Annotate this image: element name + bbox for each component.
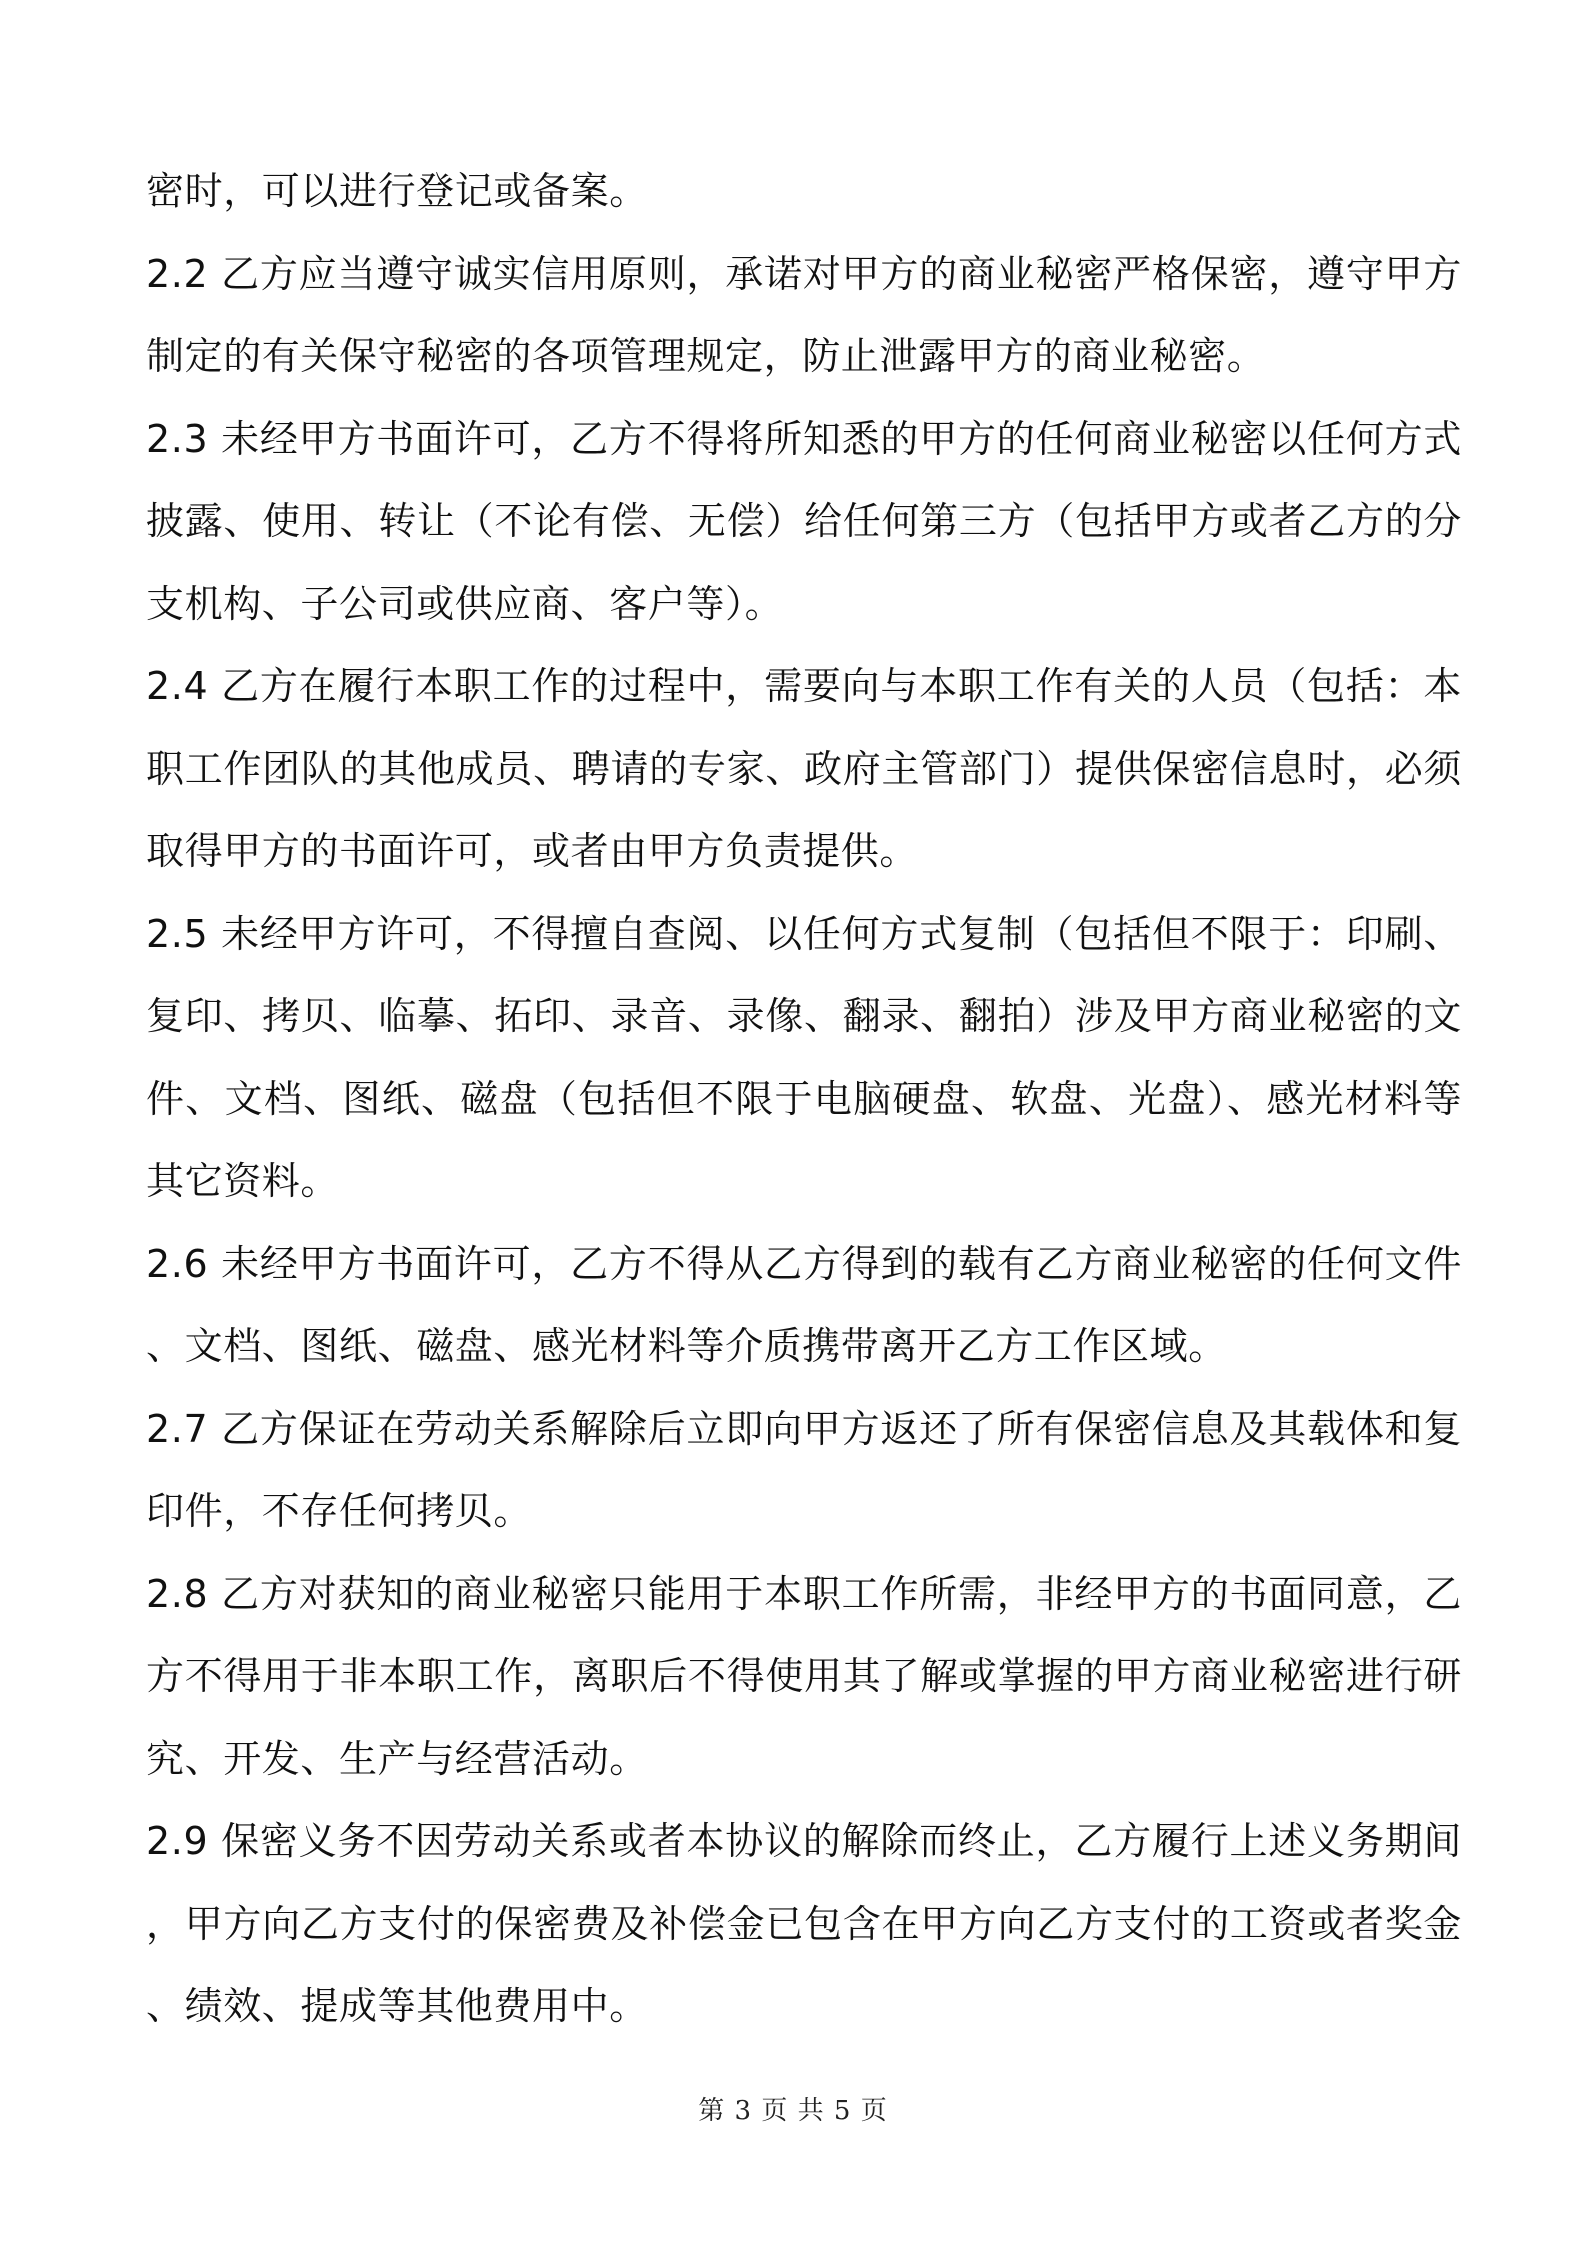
clause-2-7: 2.7 乙方保证在劳动关系解除后立即向甲方返还了所有保密信息及其载体和复印件，不存任何拷贝。 — [146, 1406, 1462, 1533]
clause-2-8: 2.8 乙方对获知的商业秘密只能用于本职工作所需，非经甲方的书面同意，乙方不得用于非本职工作，离职后不得使用其了解或掌握的甲方商业秘密进行研究、开发、生产与经营活动。 — [146, 1571, 1462, 1781]
clause-2-2: 2.2 乙方应当遵守诚实信用原则，承诺对甲方的商业秘密严格保密，遵守甲方制定的有关保守秘密的各项管理规定，防止泄露甲方的商业秘密。 — [146, 251, 1462, 378]
clause-2-3: 2.3 未经甲方书面许可，乙方不得将所知悉的甲方的任何商业秘密以任何方式披露、使用、转让（不论有偿、无偿）给任何第三方（包括甲方或者乙方的分支机构、子公司或供应商、客户等）。 — [146, 416, 1462, 626]
page-number-footer: 第 3 页 共 5 页 — [698, 2096, 888, 2126]
clause-2-4: 2.4 乙方在履行本职工作的过程中，需要向与本职工作有关的人员（包括：本职工作团队的其他成员、聘请的专家、政府主管部门）提供保密信息时，必须取得甲方的书面许可，或者由甲方负责提供。 — [146, 664, 1462, 873]
clause-2-6: 2.6 未经甲方书面许可，乙方不得从乙方得到的载有乙方商业秘密的任何文件、文档、图纸、磁盘、感光材料等介质携带离开乙方工作区域。 — [146, 1241, 1462, 1368]
document-body — [146, 150, 1462, 2048]
paragraph-continuation: 密时，可以进行登记或备案。 — [146, 169, 648, 213]
clause-2-5: 2.5 未经甲方许可，不得擅自查阅、以任何方式复制（包括但不限于：印刷、复印、拷贝、临摹、拓印、录音、录像、翻录、翻拍）涉及甲方商业秘密的文件、文档、图纸、磁盘（包括但不限于电脑硬盘、软盘、光盘）、感光材料等其它资料。 — [146, 911, 1462, 1203]
clause-2-9: 2.9 保密义务不因劳动关系或者本协议的解除而终止，乙方履行上述义务期间，甲方向乙方支付的保密费及补偿金已包含在甲方向乙方支付的工资或者奖金、绩效、提成等其他费用中。 — [146, 1819, 1462, 2028]
